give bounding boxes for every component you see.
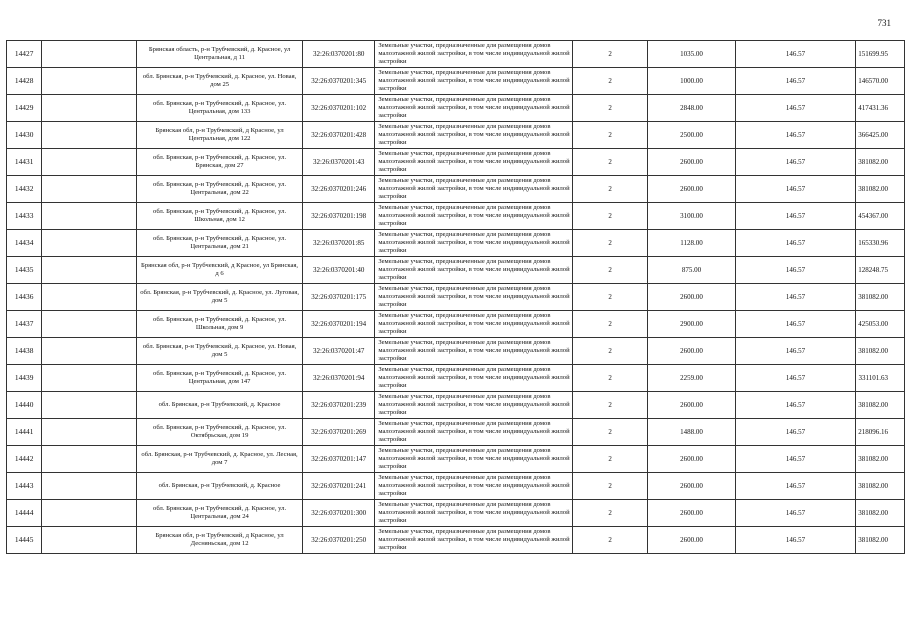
address-cell: обл. Брянская, р-н Трубчевский, д. Красное, ул. Новая, дом 5: [137, 338, 303, 365]
rate-cell: 146.57: [735, 338, 856, 365]
address-cell: обл. Брянская, р-н Трубчевский, д. Красное, ул. Школьная, дом 9: [137, 311, 303, 338]
empty-cell: [42, 203, 137, 230]
cadastral-value-cell: 366425.00: [856, 122, 905, 149]
area-cell: 2600.00: [648, 392, 736, 419]
cadastral-value-cell: 381082.00: [856, 149, 905, 176]
table-row: [7, 230, 905, 257]
table-row: [7, 68, 905, 95]
cadastral-number-cell: 32:26:0370201:241: [303, 473, 375, 500]
land-plots-table: [6, 40, 905, 554]
row-number: 14437: [7, 311, 42, 338]
area-cell: 1000.00: [648, 68, 736, 95]
page-number: 731: [877, 18, 891, 28]
row-number: 14442: [7, 446, 42, 473]
rate-cell: 146.57: [735, 257, 856, 284]
cadastral-value-cell: 381082.00: [856, 284, 905, 311]
address-cell: обл. Брянская, р-н Трубчевский, д. Красное, ул. Центральная, дом 133: [137, 95, 303, 122]
empty-cell: [42, 446, 137, 473]
address-cell: Брянская область, р-н Трубчевский, д. Красное, ул Центральная, д 11: [137, 41, 303, 68]
cadastral-number-cell: 32:26:0370201:175: [303, 284, 375, 311]
group-code-cell: 2: [573, 95, 648, 122]
area-cell: 2600.00: [648, 176, 736, 203]
row-number: 14434: [7, 230, 42, 257]
row-number: 14431: [7, 149, 42, 176]
rate-cell: 146.57: [735, 284, 856, 311]
cadastral-number-cell: 32:26:0370201:239: [303, 392, 375, 419]
group-code-cell: 2: [573, 473, 648, 500]
land-use-cell: Земельные участки, предназначенные для размещения домов малоэтажной жилой застройки, в том числе индивидуальной жилой застройки: [375, 149, 573, 176]
empty-cell: [42, 500, 137, 527]
area-cell: 2259.00: [648, 365, 736, 392]
rate-cell: 146.57: [735, 527, 856, 554]
empty-cell: [42, 392, 137, 419]
empty-cell: [42, 284, 137, 311]
cadastral-number-cell: 32:26:0370201:147: [303, 446, 375, 473]
row-number: 14439: [7, 365, 42, 392]
row-number: 14428: [7, 68, 42, 95]
address-cell: обл. Брянская, р-н Трубчевский, д. Красное: [137, 473, 303, 500]
cadastral-number-cell: 32:26:0370201:198: [303, 203, 375, 230]
area-cell: 2600.00: [648, 473, 736, 500]
area-cell: 2848.00: [648, 95, 736, 122]
rate-cell: 146.57: [735, 176, 856, 203]
land-use-cell: Земельные участки, предназначенные для размещения домов малоэтажной жилой застройки, в том числе индивидуальной жилой застройки: [375, 41, 573, 68]
cadastral-number-cell: 32:26:0370201:102: [303, 95, 375, 122]
group-code-cell: 2: [573, 419, 648, 446]
group-code-cell: 2: [573, 149, 648, 176]
table-row: [7, 446, 905, 473]
group-code-cell: 2: [573, 446, 648, 473]
table-row: [7, 311, 905, 338]
address-cell: обл. Брянская, р-н Трубчевский, д. Красное, ул. Центральная, дом 21: [137, 230, 303, 257]
rate-cell: 146.57: [735, 365, 856, 392]
rate-cell: 146.57: [735, 122, 856, 149]
table-row: [7, 122, 905, 149]
rate-cell: 146.57: [735, 149, 856, 176]
rate-cell: 146.57: [735, 392, 856, 419]
empty-cell: [42, 311, 137, 338]
group-code-cell: 2: [573, 257, 648, 284]
rate-cell: 146.57: [735, 419, 856, 446]
cadastral-number-cell: 32:26:0370201:345: [303, 68, 375, 95]
empty-cell: [42, 230, 137, 257]
cadastral-value-cell: 218096.16: [856, 419, 905, 446]
cadastral-value-cell: 381082.00: [856, 392, 905, 419]
group-code-cell: 2: [573, 122, 648, 149]
rate-cell: 146.57: [735, 311, 856, 338]
group-code-cell: 2: [573, 338, 648, 365]
land-use-cell: Земельные участки, предназначенные для размещения домов малоэтажной жилой застройки, в том числе индивидуальной жилой застройки: [375, 473, 573, 500]
table-row: [7, 95, 905, 122]
address-cell: обл. Брянская, р-н Трубчевский, д. Красное, ул. Центральная, дом 147: [137, 365, 303, 392]
land-use-cell: Земельные участки, предназначенные для размещения домов малоэтажной жилой застройки, в том числе индивидуальной жилой застройки: [375, 446, 573, 473]
land-use-cell: Земельные участки, предназначенные для размещения домов малоэтажной жилой застройки, в том числе индивидуальной жилой застройки: [375, 311, 573, 338]
address-cell: обл. Брянская, р-н Трубчевский, д. Красное, ул. Брянская, дом 27: [137, 149, 303, 176]
cadastral-number-cell: 32:26:0370201:80: [303, 41, 375, 68]
cadastral-value-cell: 381082.00: [856, 446, 905, 473]
area-cell: 2600.00: [648, 338, 736, 365]
cadastral-number-cell: 32:26:0370201:300: [303, 500, 375, 527]
land-use-cell: Земельные участки, предназначенные для размещения домов малоэтажной жилой застройки, в том числе индивидуальной жилой застройки: [375, 527, 573, 554]
cadastral-value-cell: 381082.00: [856, 176, 905, 203]
area-cell: 2600.00: [648, 527, 736, 554]
cadastral-value-cell: 331101.63: [856, 365, 905, 392]
row-number: 14430: [7, 122, 42, 149]
address-cell: обл. Брянская, р-н Трубчевский, д. Красное, ул. Центральная, дом 24: [137, 500, 303, 527]
group-code-cell: 2: [573, 284, 648, 311]
empty-cell: [42, 527, 137, 554]
cadastral-number-cell: 32:26:0370201:250: [303, 527, 375, 554]
cadastral-number-cell: 32:26:0370201:40: [303, 257, 375, 284]
land-use-cell: Земельные участки, предназначенные для размещения домов малоэтажной жилой застройки, в том числе индивидуальной жилой застройки: [375, 392, 573, 419]
area-cell: 875.00: [648, 257, 736, 284]
area-cell: 1128.00: [648, 230, 736, 257]
table-row: [7, 338, 905, 365]
empty-cell: [42, 149, 137, 176]
table-row: [7, 284, 905, 311]
row-number: 14432: [7, 176, 42, 203]
rate-cell: 146.57: [735, 230, 856, 257]
cadastral-number-cell: 32:26:0370201:94: [303, 365, 375, 392]
group-code-cell: 2: [573, 203, 648, 230]
land-use-cell: Земельные участки, предназначенные для размещения домов малоэтажной жилой застройки, в том числе индивидуальной жилой застройки: [375, 500, 573, 527]
row-number: 14433: [7, 203, 42, 230]
address-cell: обл. Брянская, р-н Трубчевский, д. Красное, ул. Новая, дом 25: [137, 68, 303, 95]
address-cell: обл. Брянская, р-н Трубчевский, д. Красное, ул. Луговая, дом 5: [137, 284, 303, 311]
area-cell: 3100.00: [648, 203, 736, 230]
table-row: [7, 365, 905, 392]
row-number: 14438: [7, 338, 42, 365]
empty-cell: [42, 338, 137, 365]
land-use-cell: Земельные участки, предназначенные для размещения домов малоэтажной жилой застройки, в том числе индивидуальной жилой застройки: [375, 284, 573, 311]
rate-cell: 146.57: [735, 500, 856, 527]
table-row: [7, 392, 905, 419]
table-body: [7, 41, 905, 554]
table-row: [7, 176, 905, 203]
group-code-cell: 2: [573, 311, 648, 338]
rate-cell: 146.57: [735, 203, 856, 230]
rate-cell: 146.57: [735, 446, 856, 473]
address-cell: Брянская обл, р-н Трубчевский, д Красное, ул Десняньская, дом 12: [137, 527, 303, 554]
row-number: 14427: [7, 41, 42, 68]
row-number: 14443: [7, 473, 42, 500]
area-cell: 2600.00: [648, 284, 736, 311]
group-code-cell: 2: [573, 527, 648, 554]
address-cell: обл. Брянская, р-н Трубчевский, д. Красное, ул. Лесная, дом 7: [137, 446, 303, 473]
land-use-cell: Земельные участки, предназначенные для размещения домов малоэтажной жилой застройки, в том числе индивидуальной жилой застройки: [375, 338, 573, 365]
area-cell: 2600.00: [648, 446, 736, 473]
cadastral-number-cell: 32:26:0370201:194: [303, 311, 375, 338]
cadastral-number-cell: 32:26:0370201:269: [303, 419, 375, 446]
row-number: 14436: [7, 284, 42, 311]
table-row: [7, 419, 905, 446]
land-use-cell: Земельные участки, предназначенные для размещения домов малоэтажной жилой застройки, в том числе индивидуальной жилой застройки: [375, 122, 573, 149]
cadastral-value-cell: 146570.00: [856, 68, 905, 95]
land-use-cell: Земельные участки, предназначенные для размещения домов малоэтажной жилой застройки, в том числе индивидуальной жилой застройки: [375, 95, 573, 122]
rate-cell: 146.57: [735, 473, 856, 500]
cadastral-number-cell: 32:26:0370201:85: [303, 230, 375, 257]
group-code-cell: 2: [573, 68, 648, 95]
address-cell: обл. Брянская, р-н Трубчевский, д. Красное, ул. Октябрьская, дом 19: [137, 419, 303, 446]
table-row: [7, 203, 905, 230]
empty-cell: [42, 365, 137, 392]
rate-cell: 146.57: [735, 95, 856, 122]
area-cell: 1488.00: [648, 419, 736, 446]
empty-cell: [42, 176, 137, 203]
empty-cell: [42, 257, 137, 284]
address-cell: Брянская обл, р-н Трубчевский, д Красное, ул Брянская, д 6: [137, 257, 303, 284]
land-use-cell: Земельные участки, предназначенные для размещения домов малоэтажной жилой застройки, в том числе индивидуальной жилой застройки: [375, 203, 573, 230]
area-cell: 2500.00: [648, 122, 736, 149]
row-number: 14444: [7, 500, 42, 527]
row-number: 14445: [7, 527, 42, 554]
area-cell: 2900.00: [648, 311, 736, 338]
address-cell: Брянская обл, р-н Трубчевский, д Красное, ул Центральная, дом 122: [137, 122, 303, 149]
land-use-cell: Земельные участки, предназначенные для размещения домов малоэтажной жилой застройки, в том числе индивидуальной жилой застройки: [375, 68, 573, 95]
empty-cell: [42, 68, 137, 95]
row-number: 14440: [7, 392, 42, 419]
area-cell: 1035.00: [648, 41, 736, 68]
land-use-cell: Земельные участки, предназначенные для размещения домов малоэтажной жилой застройки, в том числе индивидуальной жилой застройки: [375, 257, 573, 284]
row-number: 14441: [7, 419, 42, 446]
empty-cell: [42, 41, 137, 68]
group-code-cell: 2: [573, 176, 648, 203]
cadastral-value-cell: 151699.95: [856, 41, 905, 68]
table-row: [7, 257, 905, 284]
cadastral-value-cell: 454367.00: [856, 203, 905, 230]
group-code-cell: 2: [573, 365, 648, 392]
cadastral-value-cell: 381082.00: [856, 500, 905, 527]
cadastral-value-cell: 381082.00: [856, 473, 905, 500]
row-number: 14429: [7, 95, 42, 122]
rate-cell: 146.57: [735, 68, 856, 95]
cadastral-number-cell: 32:26:0370201:246: [303, 176, 375, 203]
area-cell: 2600.00: [648, 149, 736, 176]
address-cell: обл. Брянская, р-н Трубчевский, д. Красное, ул. Центральная, дом 22: [137, 176, 303, 203]
address-cell: обл. Брянская, р-н Трубчевский, д. Красное, ул. Школьная, дом 12: [137, 203, 303, 230]
table-row: [7, 500, 905, 527]
rate-cell: 146.57: [735, 41, 856, 68]
group-code-cell: 2: [573, 500, 648, 527]
table-row: [7, 473, 905, 500]
land-use-cell: Земельные участки, предназначенные для размещения домов малоэтажной жилой застройки, в том числе индивидуальной жилой застройки: [375, 419, 573, 446]
cadastral-value-cell: 417431.36: [856, 95, 905, 122]
address-cell: обл. Брянская, р-н Трубчевский, д. Красное: [137, 392, 303, 419]
land-use-cell: Земельные участки, предназначенные для размещения домов малоэтажной жилой застройки, в том числе индивидуальной жилой застройки: [375, 365, 573, 392]
table-row: [7, 41, 905, 68]
cadastral-value-cell: 425053.00: [856, 311, 905, 338]
group-code-cell: 2: [573, 41, 648, 68]
group-code-cell: 2: [573, 392, 648, 419]
cadastral-value-cell: 381082.00: [856, 527, 905, 554]
row-number: 14435: [7, 257, 42, 284]
area-cell: 2600.00: [648, 500, 736, 527]
table-row: [7, 149, 905, 176]
cadastral-value-cell: 165330.96: [856, 230, 905, 257]
cadastral-number-cell: 32:26:0370201:428: [303, 122, 375, 149]
cadastral-number-cell: 32:26:0370201:43: [303, 149, 375, 176]
empty-cell: [42, 122, 137, 149]
land-use-cell: Земельные участки, предназначенные для размещения домов малоэтажной жилой застройки, в том числе индивидуальной жилой застройки: [375, 176, 573, 203]
cadastral-value-cell: 381082.00: [856, 338, 905, 365]
empty-cell: [42, 95, 137, 122]
empty-cell: [42, 419, 137, 446]
group-code-cell: 2: [573, 230, 648, 257]
cadastral-value-cell: 128248.75: [856, 257, 905, 284]
empty-cell: [42, 473, 137, 500]
cadastral-number-cell: 32:26:0370201:47: [303, 338, 375, 365]
table-row: [7, 527, 905, 554]
land-use-cell: Земельные участки, предназначенные для размещения домов малоэтажной жилой застройки, в том числе индивидуальной жилой застройки: [375, 230, 573, 257]
